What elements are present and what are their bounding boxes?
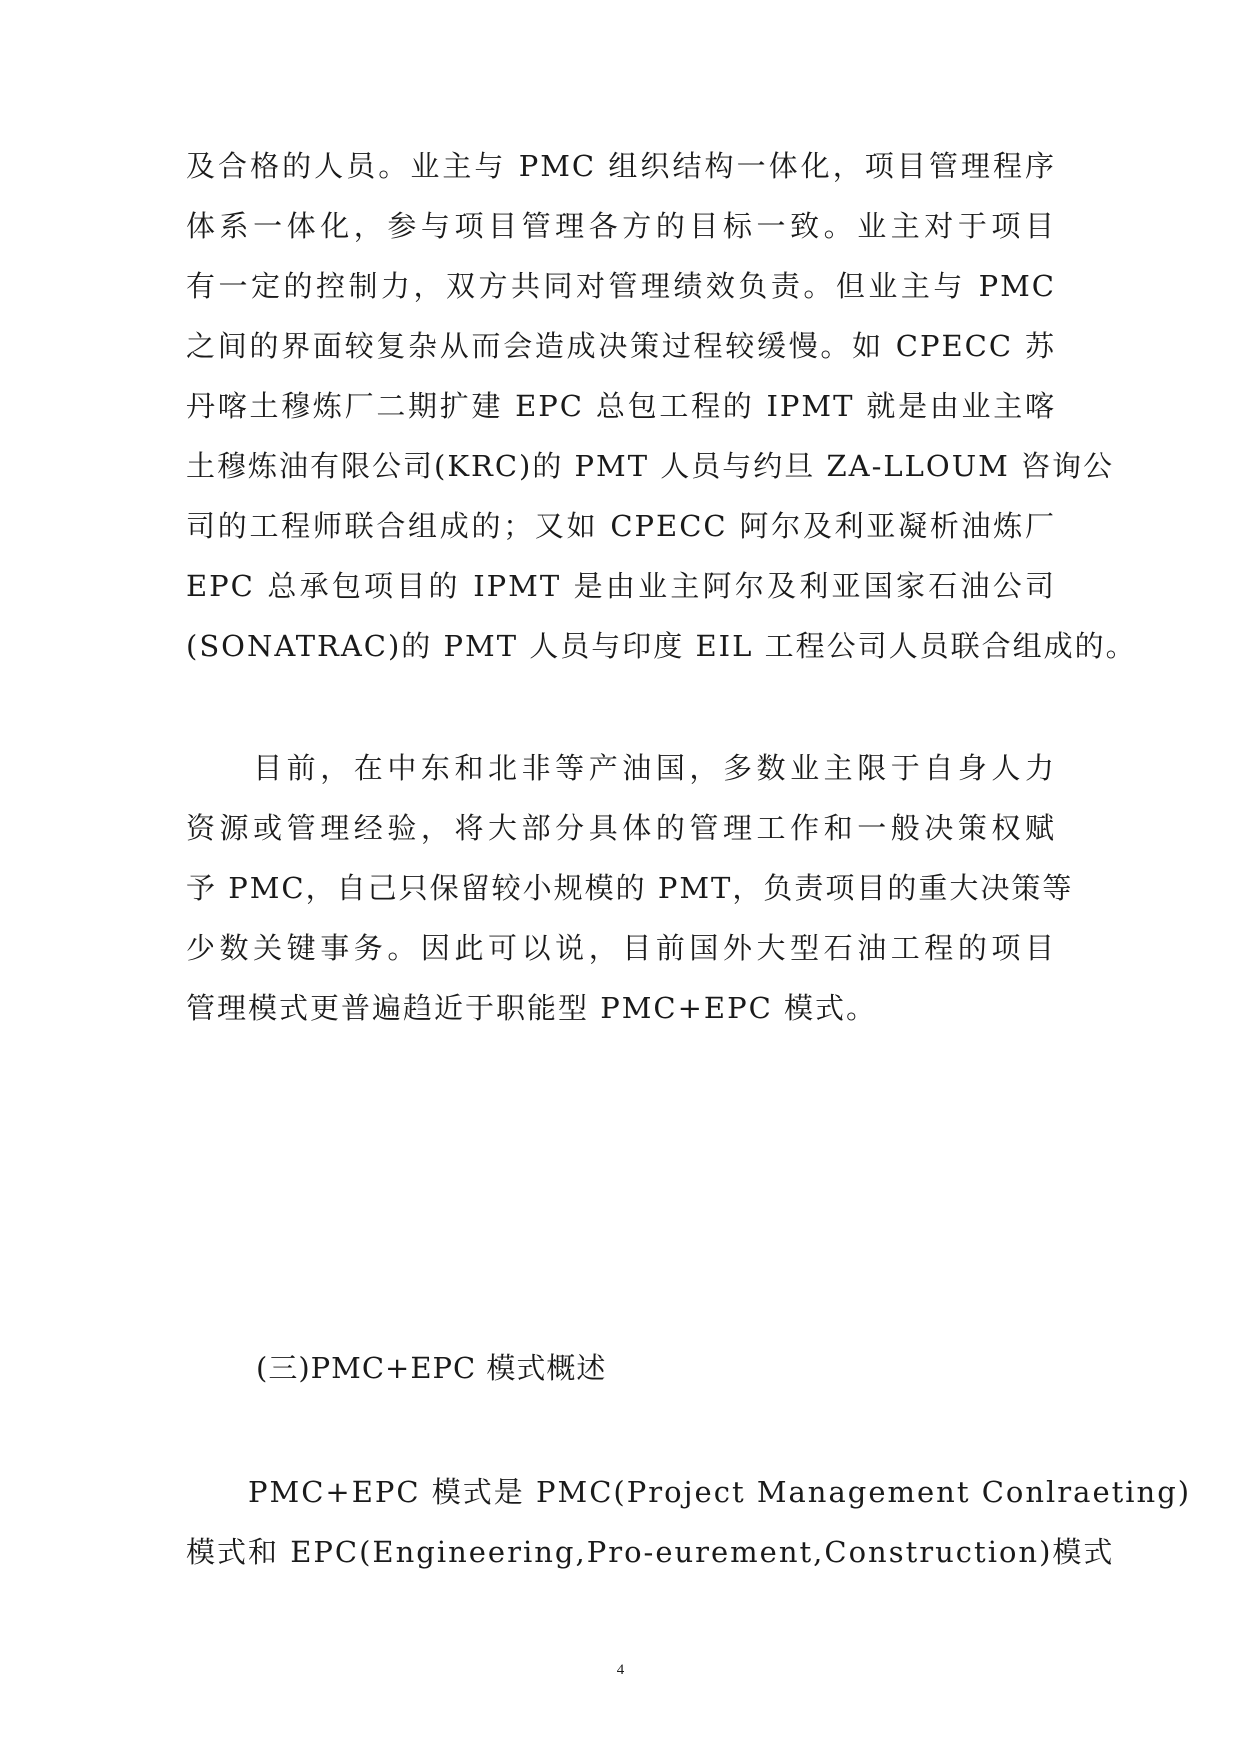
paragraph-line: 有一定的控制力，双方共同对管理绩效负责。但业主与 PMC: [186, 269, 1056, 303]
paragraph-line: 资源或管理经验，将大部分具体的管理工作和一般决策权赋: [186, 811, 1056, 845]
paragraph-line: 予 PMC，自己只保留较小规模的 PMT，负责项目的重大决策等: [186, 871, 1074, 905]
paragraph-line: 目前，在中东和北非等产油国，多数业主限于自身人力: [186, 751, 1056, 785]
paragraph-line: 管理模式更普遍趋近于职能型 PMC+EPC 模式。: [186, 991, 878, 1025]
paragraph-line: 少数关键事务。因此可以说，目前国外大型石油工程的项目: [186, 931, 1056, 965]
paragraph-line: 体系一体化，参与项目管理各方的目标一致。业主对于项目: [186, 209, 1056, 243]
paragraph-line: 及合格的人员。业主与 PMC 组织结构一体化，项目管理程序: [186, 149, 1056, 183]
paragraph-line: 模式和 EPC(Engineering,Pro-eurement,Construction)模式: [186, 1535, 1115, 1569]
paragraph-line: 之间的界面较复杂从而会造成决策过程较缓慢。如 CPECC 苏: [186, 329, 1056, 363]
page-number: 4: [616, 1662, 625, 1678]
paragraph-line: (SONATRAC)的 PMT 人员与印度 EIL 工程公司人员联合组成的。: [186, 629, 1137, 663]
paragraph-line: 司的工程师联合组成的；又如 CPECC 阿尔及利亚凝析油炼厂: [186, 509, 1056, 543]
paragraph-line: 丹喀土穆炼厂二期扩建 EPC 总包工程的 IPMT 就是由业主喀: [186, 389, 1056, 423]
paragraph-line: EPC 总承包项目的 IPMT 是由业主阿尔及利亚国家石油公司: [186, 569, 1056, 603]
paragraph-line: 土穆炼油有限公司(KRC)的 PMT 人员与约旦 ZA-LLOUM 咨询公: [186, 449, 1115, 483]
section-heading: (三)PMC+EPC 模式概述: [256, 1351, 607, 1385]
paragraph-line: PMC+EPC 模式是 PMC(Project Management Conlraeting): [186, 1475, 1192, 1509]
